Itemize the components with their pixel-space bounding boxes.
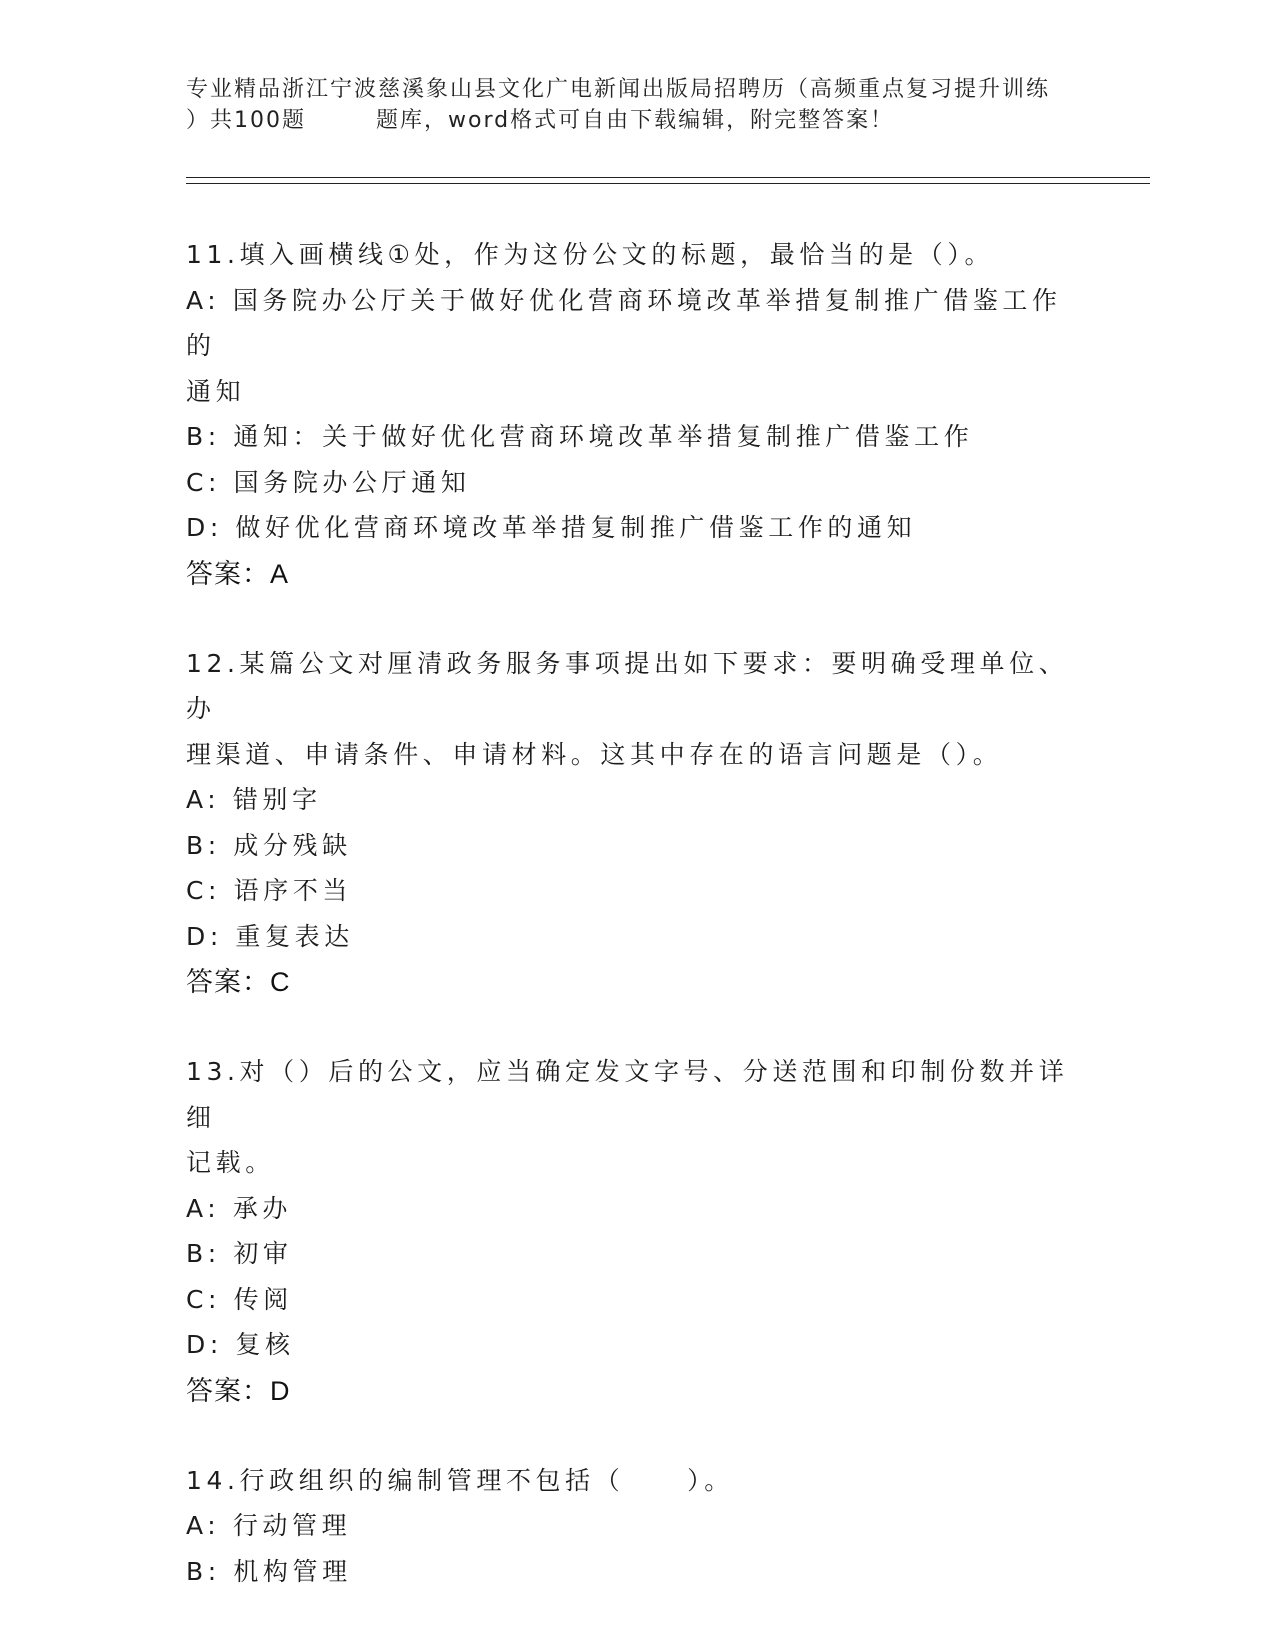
header-line-1: 专业精品浙江宁波慈溪象山县文化广电新闻出版局招聘历（高频重点复习提升训练 [186, 77, 1051, 102]
question-stem-continuation: 理渠道、申请条件、申请材料。这其中存在的语言问题是（）。 [186, 739, 1003, 769]
option-b: B: 初审 [186, 1239, 293, 1268]
option-a: A: 国务院办公厅关于做好优化营商环境改革举措复制推广借鉴工作的 [186, 285, 1062, 360]
option-c: C: 语序不当 [186, 876, 353, 905]
question-stem: 13.对（）后的公文，应当确定发文字号、分送范围和印制份数并详细 [186, 1057, 1069, 1132]
question-14 [186, 1458, 1086, 1595]
option-d: D: 复核 [186, 1330, 295, 1359]
option-a-continuation: 通知 [186, 376, 246, 406]
option-b: B: 通知：关于做好优化营商环境改革举措复制推广借鉴工作 [186, 422, 974, 451]
answer-line: 答案：A [186, 558, 290, 589]
question-11 [186, 232, 1086, 597]
header-divider-top [186, 177, 1150, 178]
question-stem: 14.行政组织的编制管理不包括（ ）。 [186, 1465, 734, 1495]
answer-line: 答案：C [186, 967, 291, 997]
question-stem: 12.某篇公文对厘清政务服务事项提出如下要求：要明确受理单位、办 [186, 648, 1069, 723]
header-line-2 [186, 105, 1086, 136]
header-line-2-part-2: 题库，word格式可自由下载编辑，附完整答案！ [376, 108, 895, 133]
option-a: A: 错别字 [186, 785, 322, 814]
header-divider-bottom [186, 183, 1150, 184]
header-line-2-part-1: ）共100题 [186, 108, 306, 133]
document-header [186, 74, 1086, 136]
option-c: C: 国务院办公厅通知 [186, 467, 471, 497]
question-13 [186, 1049, 1086, 1414]
question-stem: 11.填入画横线①处，作为这份公文的标题，最恰当的是（）。 [186, 240, 995, 269]
question-stem-continuation: 记载。 [186, 1148, 275, 1177]
option-b: B: 机构管理 [186, 1556, 352, 1586]
option-c: C: 传阅 [186, 1284, 293, 1314]
option-b: B: 成分残缺 [186, 830, 352, 860]
option-a: A: 行动管理 [186, 1511, 352, 1540]
option-d: D: 做好优化营商环境改革举措复制推广借鉴工作的通知 [186, 513, 917, 542]
option-d: D: 重复表达 [186, 921, 354, 951]
answer-line: 答案：D [186, 1375, 291, 1406]
option-a: A: 承办 [186, 1193, 293, 1223]
question-list [186, 232, 1086, 1638]
question-12 [186, 641, 1086, 1006]
